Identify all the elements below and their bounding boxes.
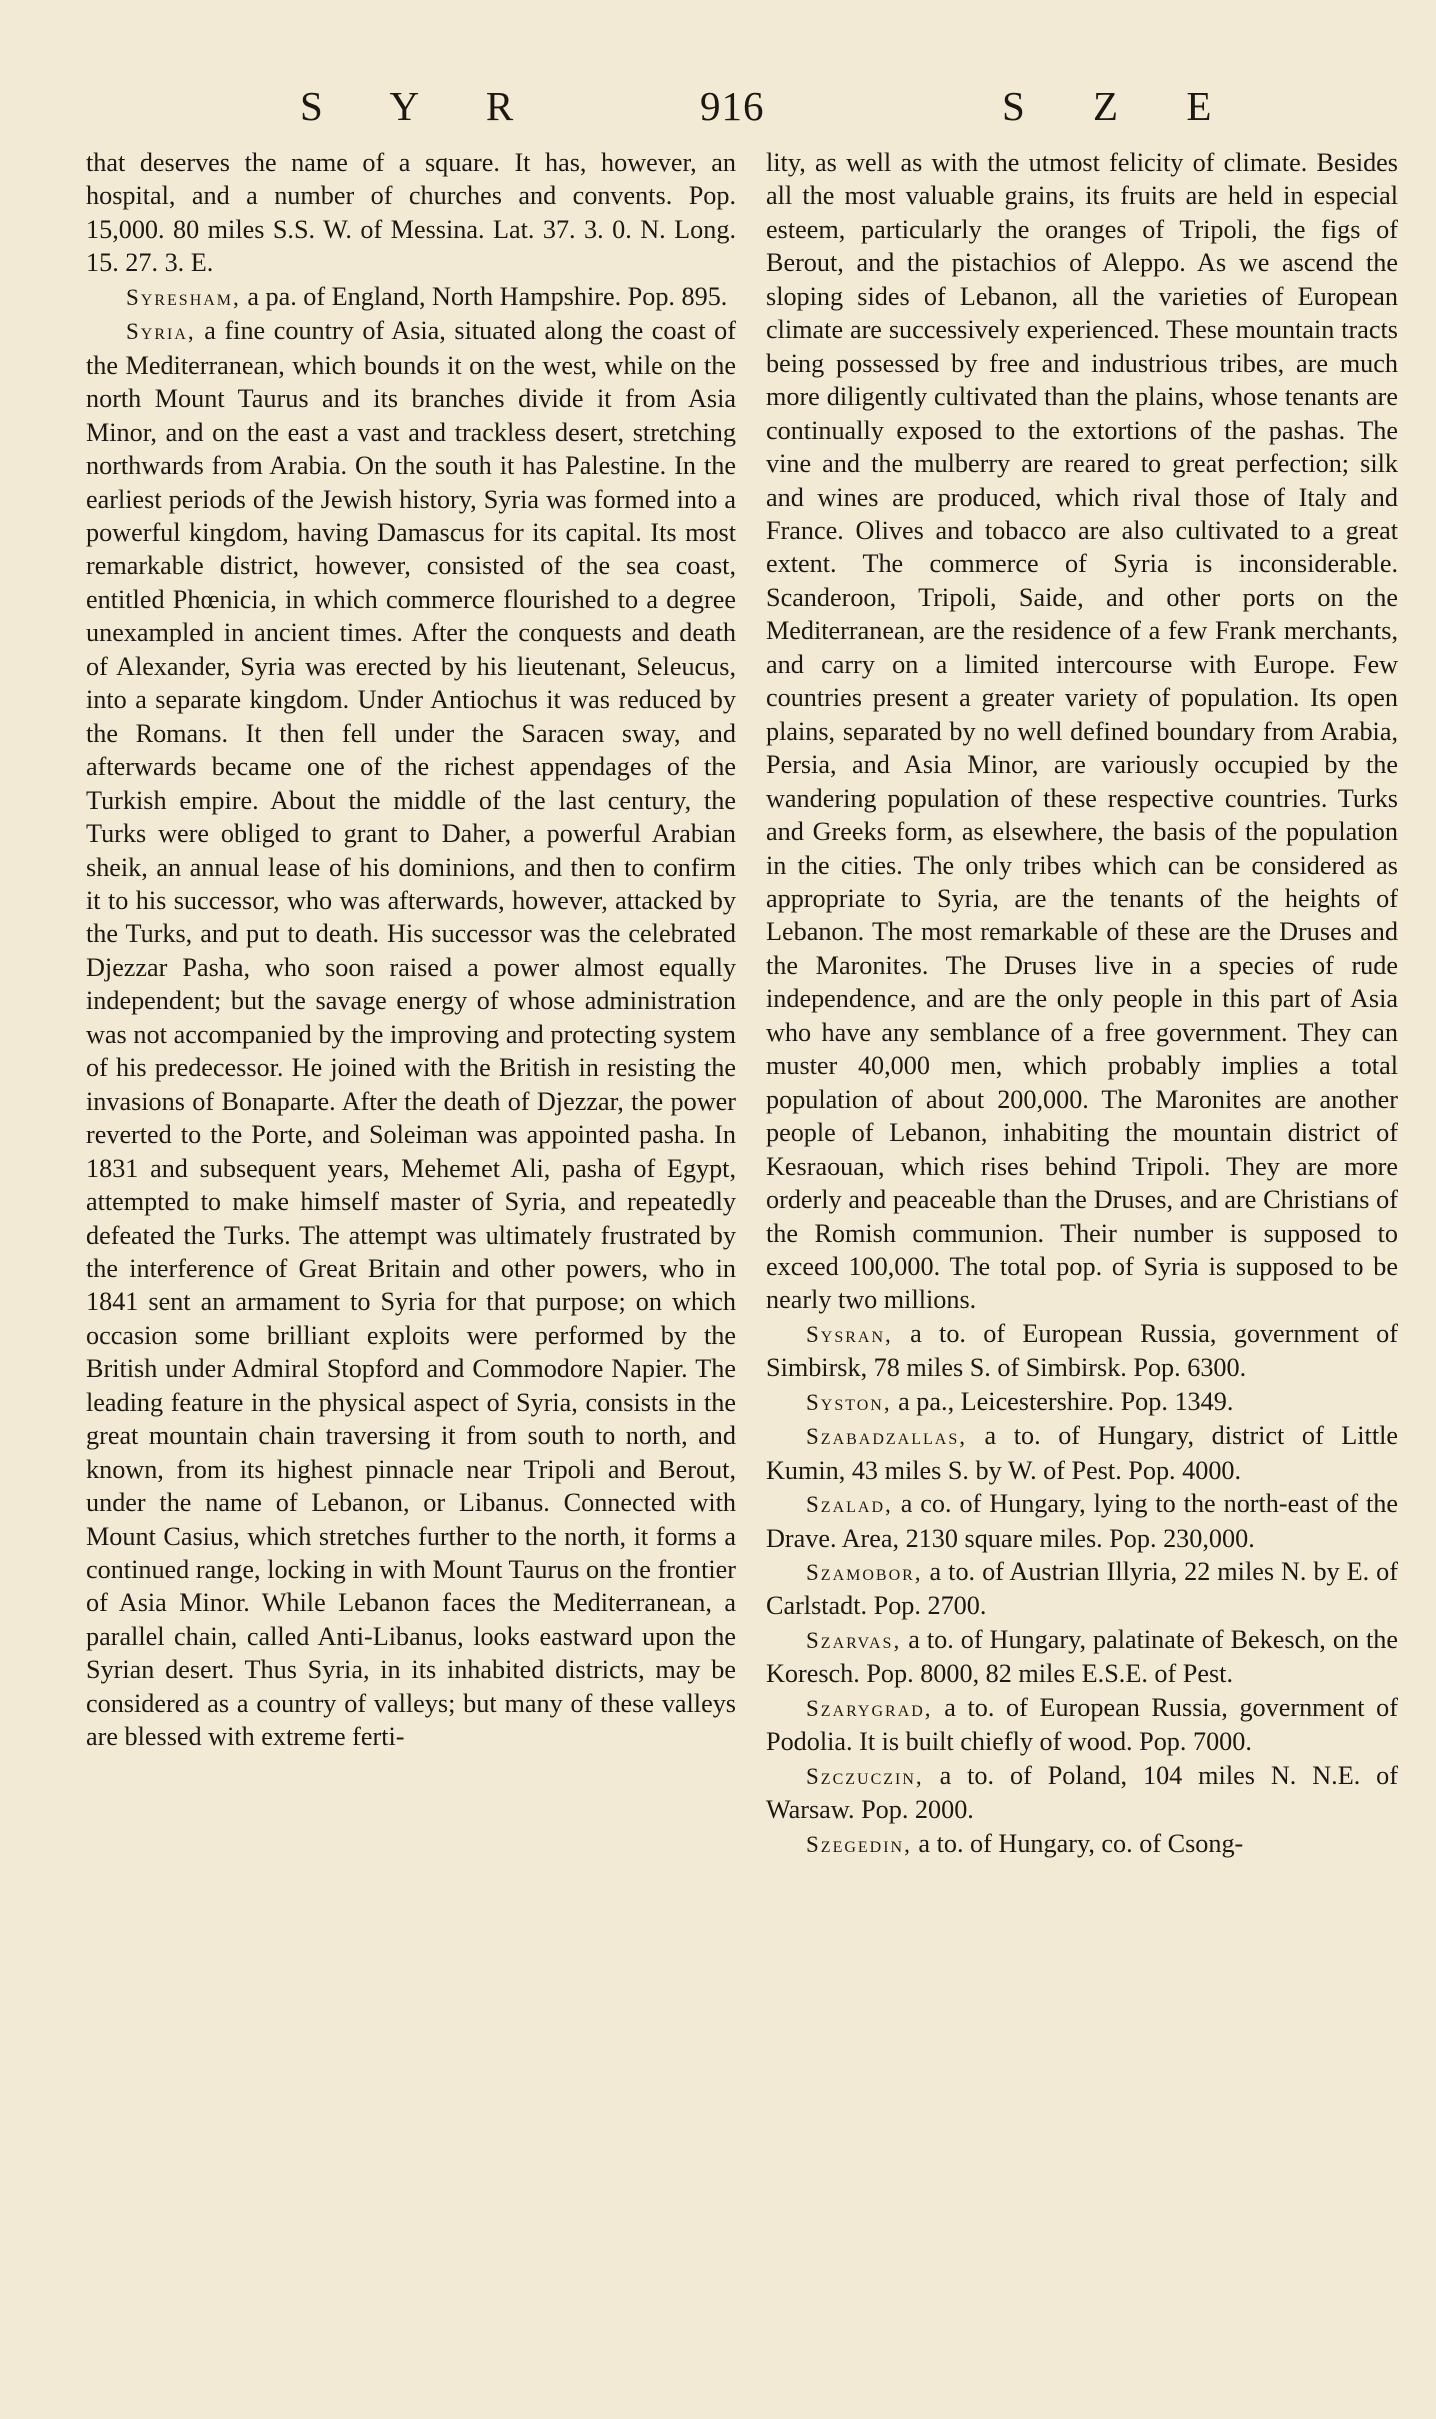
entry-text: lity, as well as with the utmost felicity of climate. Besides all the most valuable grains, its fruits are held in especial esteem, particularly the oranges of Tripoli, the figs of Berout, and the pistachios of Aleppo. As we ascend the sloping sides of Lebanon, all the varieties of European climate are successively experienced. These mountain tracts being possessed by free and industrious tribes, are much more diligently cultivated than the plains, whose tenants are continually exposed to the extortions of the pashas. The vine and the mulberry are reared to great perfection; silk and wines are produced, which rival those of Italy and France. Olives and tobacco are also cultivated to a great extent. The commerce of Syria is inconsiderable. Scanderoon, Tripoli, Saide, and other ports on the Mediterranean, are the residence of a few Frank merchants, and carry on a limited intercourse with Europe. Few countries present a greater variety of population. Its open plains, separated by no well defined boundary from Arabia, Persia, and Asia Minor, are variously occupied by the wandering population of these respective countries. Turks and Greeks form, as elsewhere, the basis of the population in the cities. The only tribes which can be considered as appropriate to Syria, are the tenants of the heights of Lebanon. The most remarkable of these are the Druses and the Maronites. The Druses live in a species of rude independence, and are the only people in this part of Asia who have any semblance of a free government. They can muster 40,000 men, which probably implies a total population of about 200,000. The Maronites are another people of Lebanon, inhabiting the mountain district of Kesraouan, which rises behind Tripoli. They are more orderly and peaceable than the Druses, and are Christians of the Romish communion. Their number is supposed to exceed 100,000. The total pop. of Syria is supposed to be nearly two millions. [766,148,1398,1315]
entry-text: a to. of Poland, 104 miles N. N.E. of Warsaw. Pop. 2000. [766,1760,1398,1825]
entry-text: a co. of Hungary, lying to the north-east of the Drave. Area, 2130 square miles. Pop. 230,000. [766,1489,1398,1553]
entry-headword: Szarygrad, [806,1695,933,1721]
entry-text: a pa., Leicestershire. Pop. 1349. [891,1386,1234,1416]
gazetteer-entry [766,1317,1398,1385]
entry-headword: Sysran, [806,1321,893,1347]
left-text-column [86,146,736,1754]
gazetteer-entry [766,1691,1398,1759]
running-head-left: S Y R [300,83,528,129]
continued-text [766,146,1398,1317]
entry-text: that deserves the name of a square. It has, however, an hospital, and a number of churches and convents. Pop. 15,000. 80 miles S.S. W. of Messina. Lat. 37. 3. 0. N. Long. 15. 27. 3. E. [86,148,736,278]
gazetteer-entry [766,1827,1398,1861]
entry-headword: Szczuczin, [806,1763,924,1789]
entry-text: a to. of Austrian Illyria, 22 miles N. by E. of Carlstadt. Pop. 2700. [766,1557,1398,1621]
entry-headword: Szarvas, [806,1627,902,1653]
gazetteer-entry [766,1385,1398,1419]
entry-headword: Syresham, [126,284,241,310]
gazetteer-entry [766,1419,1398,1487]
entry-headword: Szegedin, [806,1831,912,1857]
right-text-column [766,146,1398,1861]
running-head-right: S Z E [1002,83,1226,129]
entry-text: a to. of Hungary, district of Little Kumin, 43 miles S. by W. of Pest. Pop. 4000. [766,1421,1398,1485]
entry-headword: Szabadzallas, [806,1424,967,1450]
gazetteer-entry [766,1759,1398,1827]
gazetteer-entry [766,1555,1398,1623]
entry-text: a to. of European Russia, government of Podolia. It is built chiefly of wood. Pop. 7000. [766,1692,1398,1757]
entry-headword: Syria, [126,319,196,345]
entry-text: a fine country of Asia, situated along the coast of the Mediterranean, which bounds it on the west, while on the north Mount Taurus and its branches divide it from Asia Minor, and on the east a vast and trackless desert, stretching northwards from Arabia. On the south it has Palestine. In the earliest periods of the Jewish history, Syria was formed into a powerful kingdom, having Damascus for its capital. Its most remarkable district, however, consisted of the sea coast, entitled Phœnicia, in which commerce flourished to a degree unexampled in ancient times. After the conquests and death of Alexander, Syria was erected by his lieutenant, Seleucus, into a separate kingdom. Under Antiochus it was reduced by the Romans. It then fell under the Saracen sway, and afterwards became one of the richest appendages of the Turkish empire. About the middle of the last century, the Turks were obliged to grant to Daher, a powerful Arabian sheik, an annual lease of his dominions, and then to confirm it to his successor, who was afterwards, however, attacked by the Turks, and put to death. His successor was the celebrated Djezzar Pasha, who soon raised a power almost equally independent; but the savage energy of whose administration was not accompanied by the improving and protecting system of his predecessor. He joined with the British in resisting the invasions of Bonaparte. After the death of Djezzar, the power reverted to the Porte, and Soleiman was appointed pasha. In 1831 and subsequent years, Mehemet Ali, pasha of Egypt, attempted to make himself master of Syria, and repeatedly defeated the Turks. The attempt was ultimately frustrated by the interference of Great Britain and other powers, who in 1841 sent an armament to Syria for that purpose; on which occasion some brilliant exploits were performed by the British under Admiral Stopford and Commodore Napier. The leading feature in the physical aspect of Syria, consists in the great mountain chain traversing it from south to north, and known, from its highest pinnacle near Tripoli and Berout, under the name of Lebanon, or Libanus. Connected with Mount Casius, which stretches further to the north, it forms a continued range, locking in with Mount Taurus on the frontier of Asia Minor. While Lebanon faces the Mediterranean, a parallel chain, called Anti-Libanus, looks eastward upon the Syrian desert. Thus Syria, in its inhabited districts, may be considered as a country of valleys; but many of these valleys are blessed with extreme ferti- [86,316,736,1752]
gazetteer-entry [766,1623,1398,1691]
entry-text: a to. of Hungary, co. of Csong- [911,1828,1244,1858]
gazetteer-entry [86,280,736,314]
entry-text: a to. of Hungary, palatinate of Bekesch, on the Koresch. Pop. 8000, 82 miles E.S.E. of Pest. [766,1624,1398,1689]
entry-text: a to. of European Russia, government of Simbirsk, 78 miles S. of Simbirsk. Pop. 6300. [766,1318,1398,1383]
entry-headword: Szalad, [806,1492,893,1518]
gazetteer-entry [86,314,736,1753]
entry-headword: Syston, [806,1389,892,1415]
entry-text: a pa. of England, North Hampshire. Pop. 895. [240,281,728,311]
entry-headword: Szamobor, [806,1560,923,1586]
running-head [0,82,1436,142]
page-number: 916 [700,83,765,129]
continued-text [86,146,736,280]
gazetteer-entry [766,1487,1398,1555]
